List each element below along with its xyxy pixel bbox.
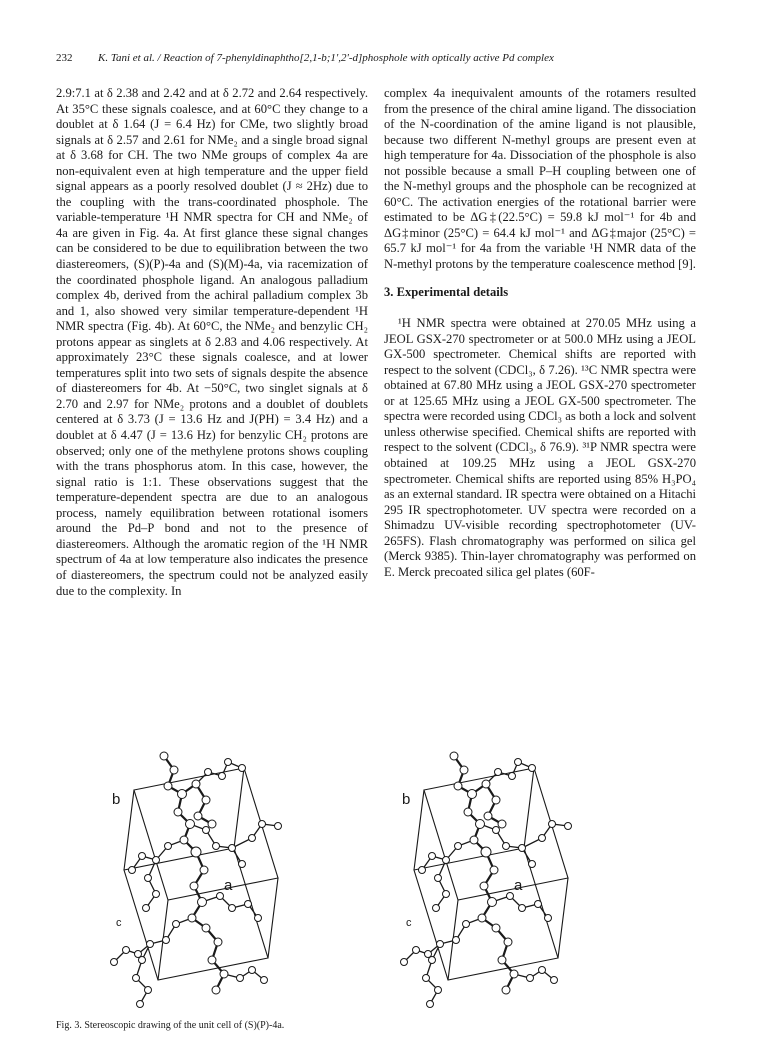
unit-cell-view-right	[401, 752, 572, 1008]
axis-label-c-left: c	[116, 917, 122, 929]
paragraph-rotamers: complex 4a inequivalent amounts of the rotamers resulted from the presence of the chiral amine ligand. The dissociation of the N-coordination of the amine ligand is not plausible, because two different N-methyl groups are present even at high temperature for 4a. Dissociation of the phosphole is also not possible because a small P–H coupling between one of the N-methyl groups and the phosphole can be recognized at 60°C. The activation energies of the rotational barrier were estimated to be ΔG‡(22.5°C) = 59.8 kJ mol⁻¹ for 4b and ΔG‡minor (25°C) = 64.4 kJ mol⁻¹ and ΔG‡major (25°C) = 65.7 kJ mol⁻¹ for 4a from the variable ¹H NMR data of the N-methyl protons by the temperature coalescence method [9].	[384, 86, 696, 272]
section-heading-experimental: 3. Experimental details	[384, 284, 509, 299]
axis-label-b-left: b	[112, 791, 121, 808]
axis-label-a-right: a	[514, 877, 523, 894]
stereo-figure	[56, 728, 696, 1018]
paragraph-experimental: ¹H NMR spectra were obtained at 270.05 MHz using a JEOL GSX-270 spectrometer or at 500.0 MHz using a JEOL GX-500 spectrometer. Chemical shifts are reported with respect to the solvent (CDCl₃, δ 7.26). ¹³C NMR spectra were obtained at 67.80 MHz using a JEOL GSX-270 spectrometer or at 125.65 MHz using a JEOL GX-500 spectrometer. The spectra were recorded using CDCl₃ as both a lock and solvent unless otherwise specified. Chemical shifts are reported with respect to the solvent (CDCl₃, δ 76.9). ³¹P NMR spectra were obtained at 109.25 MHz using a JEOL GSX-270 spectrometer. Chemical shifts are reported using 85% H₃PO₄ as an external standard. IR spectra were obtained on a Hitachi 295 IR spectrophotometer. UV spectra were recorded on a Shimadzu UV-visible recording spectrophotometer (UV-265FS). Flash chromatography was performed on silica gel (Merck 9385). Thin-layer chromatography was performed on E. Merck precoated silica gel plates (60F-	[384, 316, 696, 579]
unit-cell-stereo-drawing	[56, 728, 696, 1018]
running-title: K. Tani et al. / Reaction of 7-phenyldinaphtho[2,1-b;1',2'-d]phosphole with optically active Pd complex	[98, 52, 554, 64]
right-column	[384, 86, 696, 580]
page-number: 232	[56, 52, 73, 64]
axis-label-b-right: b	[402, 791, 411, 808]
figure-caption: Fig. 3. Stereoscopic drawing of the unit cell of (S)(P)-4a.	[56, 1020, 285, 1031]
paragraph-results-continued: 2.9:7.1 at δ 2.38 and 2.42 and at δ 2.72 and 2.64 respectively. At 35°C these signals coalesce, and at 60°C they change to a doublet at δ 1.64 (J = 6.4 Hz) for CMe, two slightly broad signals at δ 2.57 and 2.61 for NMe₂ and a single broad signal at δ 3.68 for CH. The two NMe groups of complex 4a are non-equivalent even at high temperature and the upper field signal appears as a poorly resolved doublet (J ≈ 2Hz) due to the coupling with the trans-coordinated phosphole. The variable-temperature ¹H NMR spectra for CH and NMe₂ of 4a are given in Fig. 4a. At first glance these signal changes can be considered to be due to equilibration between the two diastereomers, (S)(P)-4a and (S)(M)-4a, via racemization of the coordinated phosphole ligand. An analogous palladium complex 4b, derived from the achiral palladium complex 3b and 1, also showed very similar temperature-dependent ¹H NMR spectra (Fig. 4b). At 60°C, the NMe₂ and benzylic CH₂ protons appear as singlets at δ 2.83 and 4.06 respectively. At approximately 23°C these signals coalesce, and at lower temperatures split into two sets of signals despite the absence of diastereomers for 4b. At −50°C, two singlet signals at δ 2.70 and 2.97 for NMe₂ protons and a doublet of doublets centered at δ 3.73 (J = 13.6 Hz and J(PH) = 3.4 Hz) and a doublet at δ 4.47 (J = 13.6 Hz) for benzylic CH₂ protons are observed; only one of the methylene protons shows coupling with the trans phosphorus atom. In this case, however, the signal ratio is 1:1. These observations suggest that the temperature-dependent spectra are due to an analogous process, namely equilibration between rotational isomers around the Pd–P bond and not to the presence of diastereomers. Although the aromatic region of the ¹H NMR spectrum of 4a at low temperature also indicates the presence of diastereomers, the spectrum could not be analyzed easily due to the complexity. In	[56, 86, 368, 598]
left-column	[56, 86, 368, 599]
unit-cell-view-left	[111, 752, 282, 1008]
axis-label-a-left: a	[224, 877, 233, 894]
axis-label-c-right: c	[406, 917, 412, 929]
